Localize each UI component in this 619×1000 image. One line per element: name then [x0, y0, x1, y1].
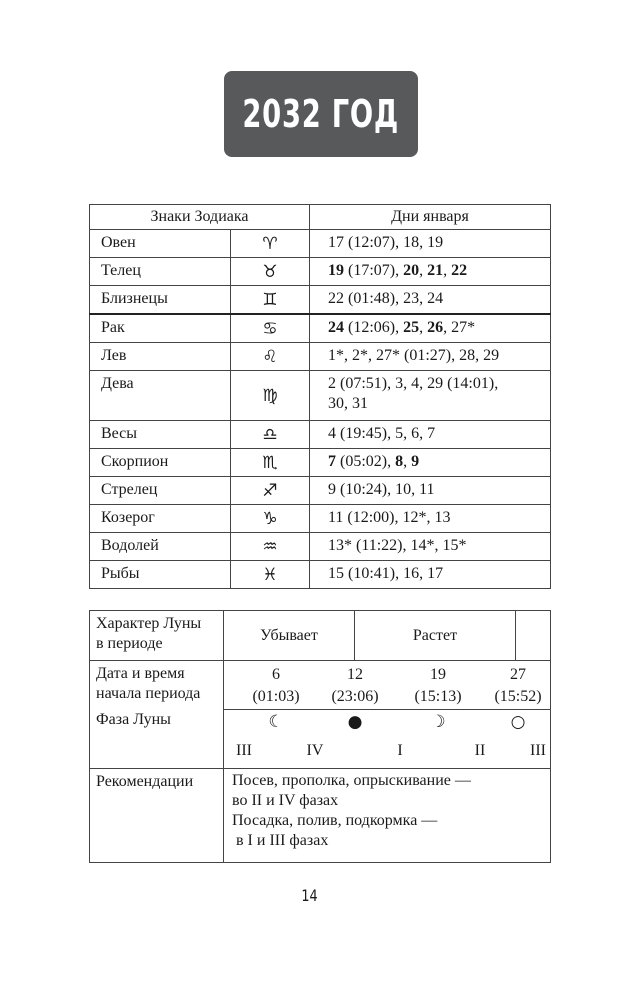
sign-name: Весы: [90, 421, 231, 449]
moon-character-label-line1: Характер Луны: [96, 615, 202, 632]
zodiac-row-capricorn: [90, 505, 551, 533]
zodiac-row-leo: [90, 343, 551, 371]
january-days: 17 (12:07), 18, 19: [310, 230, 551, 258]
date-label-line1: Дата и время: [96, 665, 185, 682]
moon-quarter: III: [236, 742, 252, 759]
january-days: 13* (11:22), 14*, 15*: [310, 533, 551, 561]
zodiac-row-sagittarius: [90, 477, 551, 505]
libra-icon: ♎: [231, 421, 310, 449]
waxing-label: Растет: [412, 626, 458, 644]
zodiac-row-libra: [90, 421, 551, 449]
sign-name: Рыбы: [90, 561, 231, 589]
zodiac-row-scorpio: [90, 449, 551, 477]
phase-day: 12: [347, 666, 363, 683]
phase-time: (23:06): [331, 688, 379, 705]
sign-name: Телец: [90, 258, 231, 286]
phase-day: 27: [510, 666, 526, 683]
phase-time: (15:52): [494, 688, 542, 705]
january-days: 4 (19:45), 5, 6, 7: [310, 421, 551, 449]
phase-day: 6: [272, 666, 280, 683]
taurus-icon: ♉: [231, 258, 310, 286]
january-days: 11 (12:00), 12*, 13: [310, 505, 551, 533]
sign-name: Овен: [90, 230, 231, 258]
phase-day: 19: [430, 666, 446, 683]
zodiac-row-aries: [90, 230, 551, 258]
sign-name: Стрелец: [90, 477, 231, 505]
cancer-icon: ♋: [231, 314, 310, 343]
recommendation-line: Посев, прополка, опрыскивание —: [232, 772, 471, 789]
year-title-box: [224, 71, 418, 157]
recommend-label: Рекомендации: [90, 769, 224, 863]
moon-quarter: IV: [306, 742, 324, 759]
header-january-days: Дни января: [310, 205, 551, 230]
sagittarius-icon: ♐: [231, 477, 310, 505]
sign-name: Близнецы: [90, 286, 231, 315]
zodiac-table-body: [90, 230, 551, 589]
date-label-line2: начала периода: [96, 685, 201, 702]
recommendation-line: Посадка, полив, подкормка —: [232, 812, 438, 829]
waning-label: Убывает: [260, 626, 318, 644]
sign-name: Лев: [90, 343, 231, 371]
sign-name: Водолей: [90, 533, 231, 561]
zodiac-row-aquarius: [90, 533, 551, 561]
moon-phase-icon: ●: [347, 712, 363, 732]
january-days: 22 (01:48), 23, 24: [310, 286, 551, 315]
moon-quarter: III: [530, 742, 546, 759]
phase-label: Фаза Луны: [96, 711, 171, 728]
page-number: 14: [301, 886, 318, 905]
recommendations-cell: [224, 769, 551, 863]
sign-name: Рак: [90, 314, 231, 343]
january-days: 1*, 2*, 27* (01:27), 28, 29: [310, 343, 551, 371]
january-days: 2 (07:51), 3, 4, 29 (14:01), 30, 31: [310, 371, 551, 421]
zodiac-row-taurus: [90, 258, 551, 286]
sign-name: Скорпион: [90, 449, 231, 477]
phase-time: (15:13): [414, 688, 462, 705]
january-days: 9 (10:24), 10, 11: [310, 477, 551, 505]
aquarius-icon: ♒: [231, 533, 310, 561]
zodiac-row-pisces: [90, 561, 551, 589]
sign-name: Дева: [90, 371, 231, 421]
moon-quarter: I: [397, 742, 403, 759]
moon-phase-icon: ☽: [430, 712, 446, 732]
moon-quarter: II: [474, 742, 486, 759]
sign-name: Козерог: [90, 505, 231, 533]
recommendation-line: во II и IV фазах: [232, 792, 339, 809]
phase-area: [224, 661, 550, 765]
recommendation-line: в I и III фазах: [232, 832, 329, 849]
phase-divider: [224, 709, 550, 710]
scorpio-icon: ♏: [231, 449, 310, 477]
capricorn-icon: ♑: [231, 505, 310, 533]
moon-character-label: [90, 611, 224, 661]
waxing-cell: [355, 611, 516, 661]
date-phase-labels: [90, 661, 224, 769]
moon-phase-icon: ○: [510, 712, 526, 732]
zodiac-row-cancer: [90, 314, 551, 343]
pisces-icon: ♓: [231, 561, 310, 589]
zodiac-table: [89, 204, 551, 589]
january-days: 7 (05:02), 8, 9: [310, 449, 551, 477]
zodiac-row-gemini: [90, 286, 551, 315]
january-days: 19 (17:07), 20, 21, 22: [310, 258, 551, 286]
virgo-icon: ♍: [231, 371, 310, 421]
aries-icon: ♈: [231, 230, 310, 258]
zodiac-row-virgo: [90, 371, 551, 421]
january-days: 24 (12:06), 25, 26, 27*: [310, 314, 551, 343]
header-zodiac-signs: Знаки Зодиака: [90, 205, 310, 230]
phase-dates-cell: [224, 661, 551, 769]
empty-cell: [516, 611, 551, 661]
moon-table: [89, 610, 551, 863]
leo-icon: ♌: [231, 343, 310, 371]
january-days: 15 (10:41), 16, 17: [310, 561, 551, 589]
year-title: 2032 ГОД: [242, 92, 400, 136]
moon-phase-icon: ☾: [268, 712, 284, 732]
moon-character-label-line2: в периоде: [96, 635, 163, 652]
gemini-icon: ♊: [231, 286, 310, 315]
phase-time: (01:03): [252, 688, 300, 705]
waning-cell: [224, 611, 355, 661]
